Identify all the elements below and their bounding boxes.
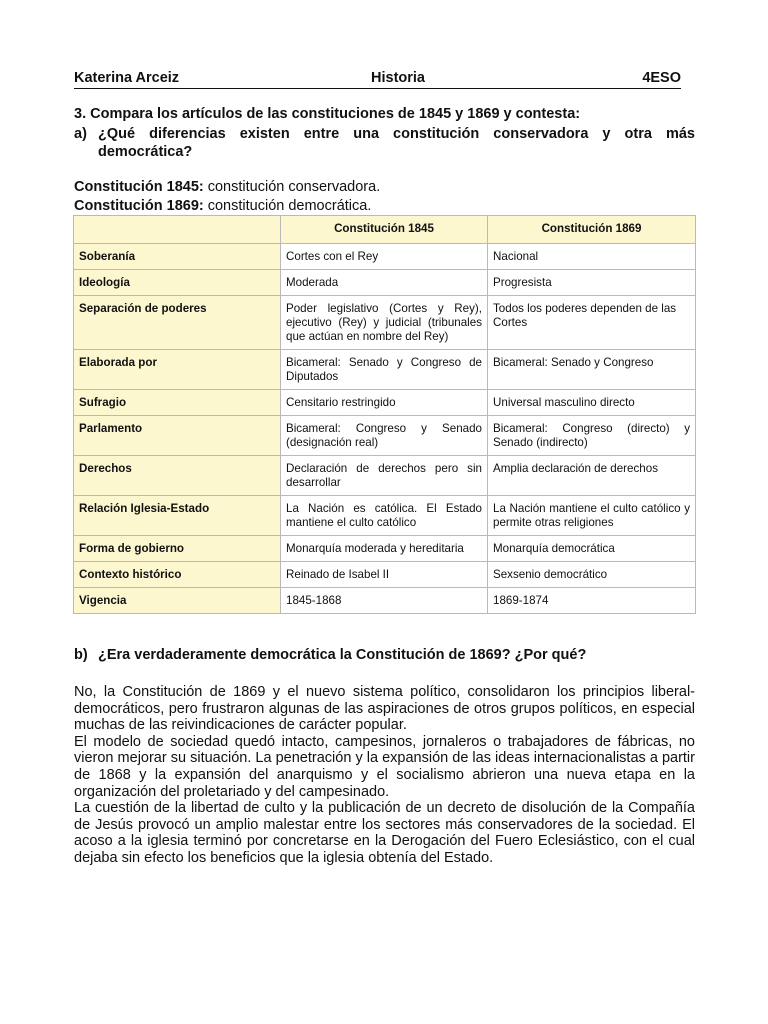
table-row [74,296,696,350]
question-a-text: ¿Qué diferencias existen entre una constitución conservadora y otra más democrática? [98,126,695,160]
cell-1845: Poder legislativo (Cortes y Rey), ejecutivo (Rey) y judicial (tribunales que actúan en nombre del Rey) [281,296,488,350]
row-label: Forma de gobierno [74,536,281,562]
constitution-1845-label: Constitución 1845: [74,179,204,195]
table-row [74,562,696,588]
cell-1845: Bicameral: Senado y Congreso de Diputados [281,350,488,390]
answer-paragraph: La cuestión de la libertad de culto y la publicación de un decreto de disolución de la Compañía de Jesús provocó un amplio malestar entre los sectores más conservadores de la sociedad. El acoso a la iglesia terminó por concretarse en la Derogación del Fuero Eclesiástico, con el cual dejaba sin efecto los beneficios que la iglesia obtenía del Estado. [74,800,695,866]
table-row [74,270,696,296]
row-label: Ideología [74,270,281,296]
question-b [74,647,586,663]
constitution-1869-label: Constitución 1869: [74,198,204,214]
page-header [74,70,681,89]
constitution-1845-summary [74,179,380,195]
row-label: Parlamento [74,416,281,456]
cell-1869: Todos los poderes dependen de las Cortes [488,296,696,350]
table-row [74,456,696,496]
grade-label: 4ESO [642,70,681,86]
row-label: Derechos [74,456,281,496]
cell-1869: Nacional [488,244,696,270]
constitution-1869-desc: constitución democrática. [203,198,372,214]
table-header-row [74,216,696,244]
cell-1869: Amplia declaración de derechos [488,456,696,496]
table-row [74,536,696,562]
cell-1845: Monarquía moderada y hereditaria [281,536,488,562]
cell-1869: Bicameral: Senado y Congreso [488,350,696,390]
row-label: Sufragio [74,390,281,416]
cell-1845: Moderada [281,270,488,296]
row-label: Contexto histórico [74,562,281,588]
subject-title: Historia [371,70,425,86]
cell-1869: Sexsenio democrático [488,562,696,588]
answer-paragraph: El modelo de sociedad quedó intacto, campesinos, jornaleros o trabajadores de fábricas, no vieron mejorar su situación. La penetración y la expansión de las ideas internacionalistas a partir de 1868 y la expansión del anarquismo y el socialismo abrieron una nueva etapa en la organización del proletariado y del campesinado. [74,733,695,800]
row-label: Relación Iglesia-Estado [74,496,281,536]
cell-1845: Reinado de Isabel II [281,562,488,588]
row-label: Separación de poderes [74,296,281,350]
row-label: Soberanía [74,244,281,270]
table-header-1845: Constitución 1845 [281,216,488,244]
student-name: Katerina Arceiz [74,70,180,86]
cell-1845: Bicameral: Congreso y Senado (designación real) [281,416,488,456]
row-label: Vigencia [74,588,281,614]
table-row [74,496,696,536]
cell-1869: Progresista [488,270,696,296]
question-a [74,125,695,161]
constitution-1845-desc: constitución conservadora. [203,179,381,195]
comparison-table [73,215,696,614]
row-label: Elaborada por [74,350,281,390]
table-row [74,588,696,614]
question-b-label: b) [74,647,88,663]
cell-1869: Universal masculino directo [488,390,696,416]
table-header-1869: Constitución 1869 [488,216,696,244]
cell-1845: Censitario restringido [281,390,488,416]
table-row [74,390,696,416]
cell-1869: Bicameral: Congreso (directo) y Senado (indirecto) [488,416,696,456]
table-row [74,244,696,270]
answer-paragraph: No, la Constitución de 1869 y el nuevo sistema político, consolidaron los principios liberal-democráticos, pero frustraron algunas de las aspiraciones de otros grupos políticos, en especial muchas de las reivindicaciones de carácter popular. [74,684,695,734]
question-3-heading: 3. Compara los artículos de las constituciones de 1845 y 1869 y contesta: [74,106,581,122]
cell-1845: Cortes con el Rey [281,244,488,270]
table-row [74,416,696,456]
answer-text [74,684,695,867]
question-a-label: a) [74,126,87,142]
cell-1845: 1845-1868 [281,588,488,614]
table-row [74,350,696,390]
question-b-text: ¿Era verdaderamente democrática la Constitución de 1869? ¿Por qué? [98,647,587,663]
cell-1869: La Nación mantiene el culto católico y permite otras religiones [488,496,696,536]
cell-1845: Declaración de derechos pero sin desarrollar [281,456,488,496]
cell-1845: La Nación es católica. El Estado mantiene el culto católico [281,496,488,536]
constitution-1869-summary [74,198,371,214]
cell-1869: 1869-1874 [488,588,696,614]
table-header-blank [74,216,281,244]
cell-1869: Monarquía democrática [488,536,696,562]
